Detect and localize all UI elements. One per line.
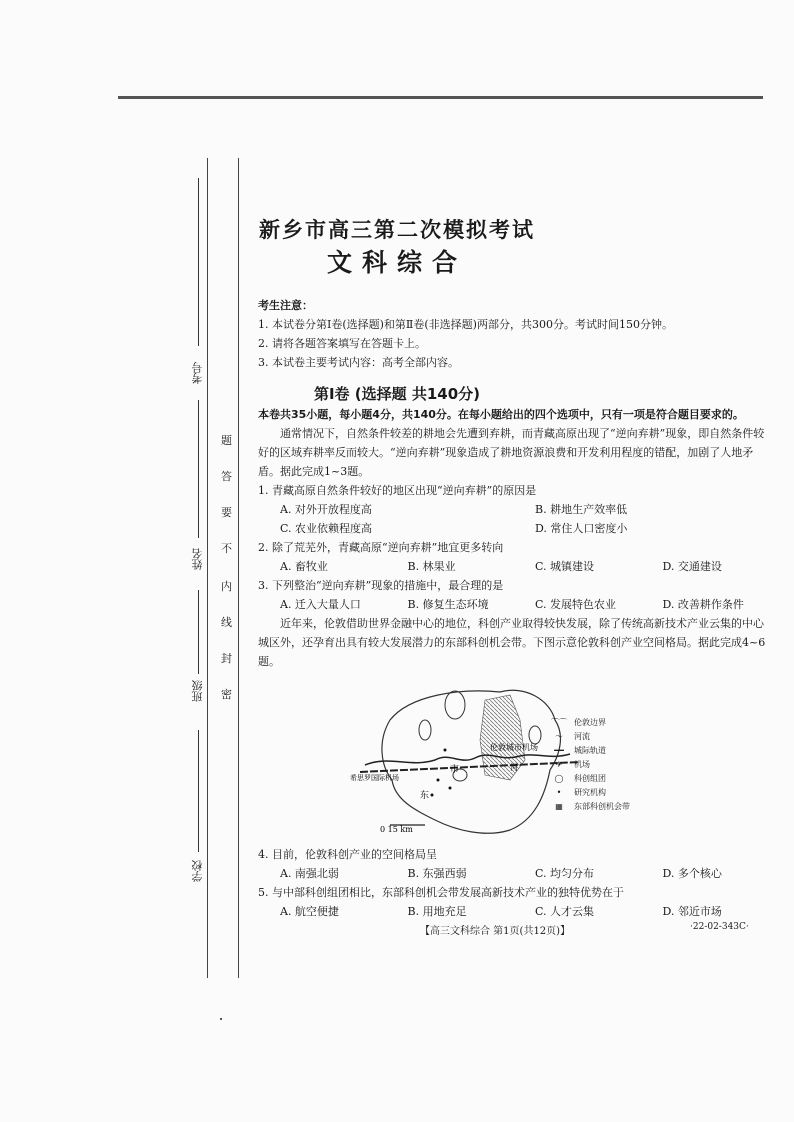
innovation-cluster: [419, 720, 431, 740]
option-a: A. 南强北弱: [280, 867, 339, 880]
binding-line-inner: [238, 158, 239, 978]
option-b: B. 用地充足: [407, 905, 467, 918]
hatch-icon: ▦: [555, 802, 563, 811]
airport-icon: ✈: [555, 760, 563, 769]
legend-label: 科创组团: [574, 774, 606, 783]
notice-item: 3. 本试卷主要考试内容：高考全部内容。: [258, 356, 459, 369]
airport-west-label: 希思罗国际机场: [350, 774, 399, 782]
legend-row: [548, 772, 630, 786]
option-b: B. 耕地生产效率低: [535, 503, 628, 516]
question-5-stem: 5. 与中部科创组团相比，东部科创机会带发展高新技术产业的独特优势在于: [258, 886, 624, 899]
research-institute: [431, 794, 434, 797]
legend-label: 东部科创机会带: [574, 802, 630, 811]
legend-label: 城际轨道: [574, 746, 606, 755]
questions-part1: [258, 405, 768, 671]
question-1-stem: 1. 青藏高原自然条件较好的地区出现“逆向弃耕”的原因是: [258, 484, 537, 497]
legend-row: [548, 758, 630, 772]
innovation-cluster: [529, 726, 541, 744]
page-footer: 【高三文科综合 第1页(共12页)】: [420, 926, 571, 937]
river-label: 河: [510, 763, 518, 772]
top-rule: [118, 96, 763, 99]
notice-block: [258, 296, 778, 372]
school-label: 学校: [191, 860, 204, 882]
option-c: C. 城镇建设: [535, 560, 595, 573]
option-d: D. 交通建设: [662, 560, 722, 573]
legend-row: [548, 730, 630, 744]
option-d: D. 常住人口密度小: [535, 522, 628, 535]
legend-row: [548, 716, 630, 730]
seal-char: 题: [221, 434, 232, 447]
research-institute: [437, 779, 440, 782]
passage-1: 通常情况下，自然条件较差的耕地会先遭到弃耕，而青藏高原出现了“逆向弃耕”现象，即自然条件较好的区域弃耕率反而较大。“逆向弃耕”现象造成了耕地资源浪费和开发利用程度的错配，加剧了人地矛盾。据此完成1~3题。: [258, 427, 765, 478]
notice-item: 1. 本试卷分第Ⅰ卷(选择题)和第Ⅱ卷(非选择题)两部分，共300分。考试时间150分钟。: [258, 318, 673, 331]
question-5-options: [258, 902, 768, 921]
boundary-icon: ⌒⌒: [551, 718, 567, 727]
seal-char: 不: [221, 542, 232, 555]
option-c: C. 均匀分布: [535, 867, 595, 880]
option-d: D. 改善耕作条件: [662, 598, 744, 611]
east-label: 东: [420, 791, 430, 801]
option-b: B. 林果业: [407, 560, 456, 573]
passage-2: 近年来，伦敦借助世界金融中心的地位，科创产业取得较快发展，除了传统高新技术产业云集的中心城区外，还孕育出具有较大发展潜力的东部科创机会带。下图示意伦敦科创产业空间格局。据此完成4~6题。: [258, 617, 766, 668]
airport-east-label: 伦敦城市机场: [490, 743, 538, 752]
question-1-options: [258, 500, 768, 519]
question-4-stem: 4. 目前，伦敦科创产业的空间格局呈: [258, 848, 437, 861]
cluster-icon: ◯: [554, 774, 564, 783]
seal-char: 线: [221, 616, 232, 629]
seal-char: 密: [221, 688, 232, 701]
option-a: A. 畜牧业: [280, 560, 328, 573]
exam-no-label: 考号: [191, 362, 204, 384]
scale-label: 0 15 km: [380, 825, 413, 834]
option-a: A. 迁入大量人口: [280, 598, 361, 611]
option-d: D. 邻近市场: [662, 905, 722, 918]
center-label: 市: [450, 765, 460, 775]
option-b: B. 东强西弱: [407, 867, 467, 880]
legend-row: [548, 786, 630, 800]
legend-label: 河流: [574, 732, 590, 741]
seal-char: 答: [221, 470, 232, 483]
option-c: C. 农业依赖程度高: [280, 522, 373, 535]
river-icon: 〜: [555, 732, 563, 741]
thames-river: [365, 754, 570, 765]
paper-code: ·22-02-343C·: [690, 922, 749, 932]
question-2-options: [258, 557, 768, 576]
option-d: D. 多个核心: [662, 867, 722, 880]
legend-label: 机场: [574, 760, 590, 769]
intercity-rail: [360, 762, 580, 772]
scan-dot: [220, 1018, 222, 1020]
subject-title: 文科综合: [326, 248, 467, 277]
name-line: [198, 400, 199, 538]
legend-row: [548, 800, 630, 814]
option-b: B. 修复生态环境: [407, 598, 489, 611]
research-institute: [444, 749, 447, 752]
class-label: 班级: [191, 680, 204, 702]
east-innovation-belt: [480, 695, 525, 780]
research-icon: •: [556, 788, 562, 797]
notice-head: 考生注意：: [258, 299, 313, 312]
map-legend: [548, 716, 630, 814]
seal-char: 封: [221, 652, 232, 665]
question-1-options: [258, 519, 768, 538]
legend-label: 伦敦边界: [574, 718, 606, 727]
question-3-stem: 3. 下列整治“逆向弃耕”现象的措施中，最合理的是: [258, 579, 504, 592]
name-label: 姓名: [191, 548, 204, 570]
questions-part2: [258, 845, 768, 921]
question-3-options: [258, 595, 768, 614]
instruction: 本卷共35小题，每小题4分，共140分。在每小题给出的四个选项中，只有一项是符合题目要求的。: [258, 408, 744, 421]
question-2-stem: 2. 除了荒芜外，青藏高原“逆向弃耕”地宜更多转向: [258, 541, 504, 554]
seal-char: 要: [221, 506, 232, 519]
legend-label: 研究机构: [574, 788, 606, 797]
section-title: 第Ⅰ卷 (选择题 共140分): [313, 385, 481, 403]
legend-row: [548, 744, 630, 758]
notice-item: 2. 请将各题答案填写在答题卡上。: [258, 337, 426, 350]
option-a: A. 对外开放程度高: [280, 503, 372, 516]
class-line: [198, 590, 199, 674]
binding-line-outer: [207, 158, 208, 978]
option-c: C. 人才云集: [535, 905, 595, 918]
question-4-options: [258, 864, 768, 883]
research-institute: [449, 787, 452, 790]
rail-icon: ━━: [554, 746, 564, 755]
exam-title: 新乡市高三第二次模拟考试: [259, 217, 535, 242]
option-c: C. 发展特色农业: [535, 598, 617, 611]
seal-char: 内: [221, 580, 232, 593]
option-a: A. 航空便捷: [280, 905, 339, 918]
innovation-cluster: [445, 691, 465, 719]
school-line: [198, 730, 199, 852]
